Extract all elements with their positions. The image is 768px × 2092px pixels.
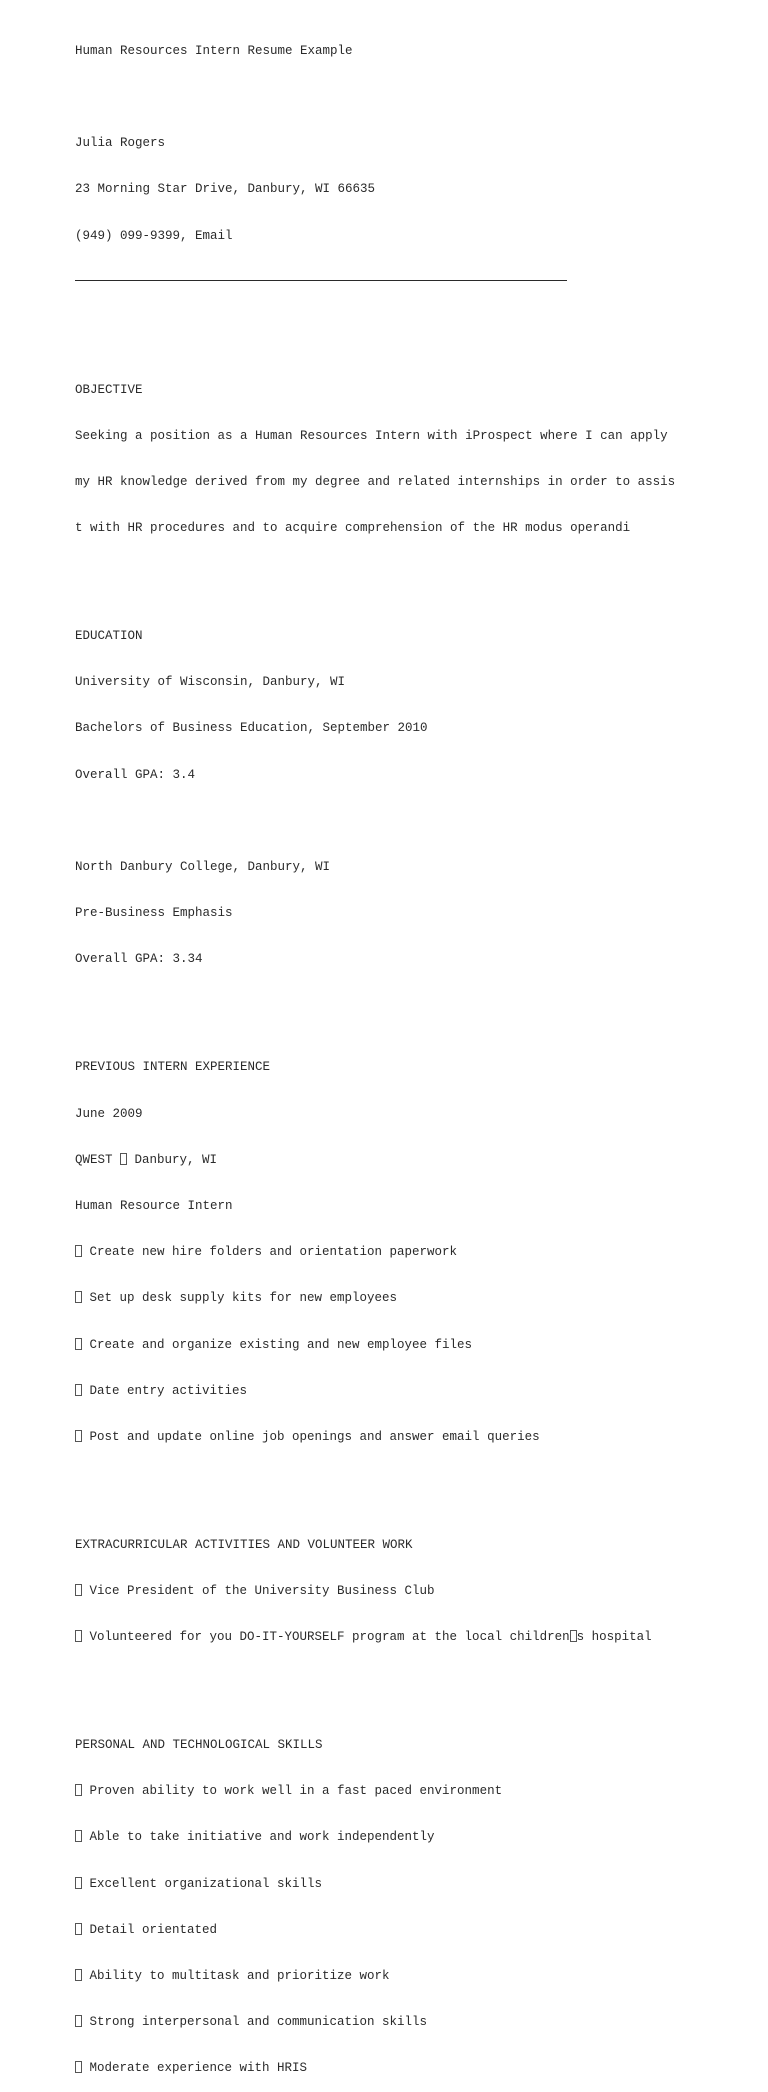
objective-line: Seeking a position as a Human Resources Intern with iProspect where I can apply [75,428,668,443]
missing-glyph-box-icon [120,1153,127,1165]
bullet-box-icon [75,1877,82,1889]
contact-name: Julia Rogers [75,136,166,151]
school-degree: Bachelors of Business Education, September 2010 [75,721,428,736]
contact-address: 23 Morning Star Drive, Danbury, WI 66635 [75,182,376,197]
bullet-box-icon [75,1784,82,1796]
experience-bullet: Post and update online job openings and answer email queries [75,1430,715,1445]
extracurricular-heading: EXTRACURRICULAR ACTIVITIES AND VOLUNTEER WORK [75,1537,413,1552]
extracurricular-item: Vice President of the University Business Club [75,1584,715,1599]
bullet-box-icon [75,1969,82,1981]
bullet-box-icon [75,1923,82,1935]
skills-bullet: Ability to multitask and prioritize work [75,1969,715,1984]
skills-bullet: Excellent organizational skills [75,1877,715,1892]
experience-bullet: Date entry activities [75,1384,715,1399]
skills-bullet: Detail orientated [75,1923,715,1938]
bullet-box-icon [75,1630,82,1642]
school-name: University of Wisconsin, Danbury, WI [75,675,346,690]
skills-heading: PERSONAL AND TECHNOLOGICAL SKILLS [75,1737,323,1752]
extracurricular-item: Volunteered for you DO-IT-YOURSELF program at the local children s hospital [75,1630,715,1645]
document-title: Human Resources Intern Resume Example [75,43,353,58]
skills-bullet: Moderate experience with HRIS [75,2061,715,2076]
bullet-box-icon [75,1384,82,1396]
skills-bullet: Able to take initiative and work independently [75,1830,715,1845]
bullet-box-icon [75,1830,82,1842]
experience-company-line [75,1153,715,1168]
school-name: North Danbury College, Danbury, WI [75,860,331,875]
header-divider [75,280,567,281]
experience-bullet: Create new hire folders and orientation paperwork [75,1245,715,1260]
bullet-box-icon [75,1584,82,1596]
experience-role: Human Resource Intern [75,1198,233,1213]
experience-location: Danbury, WI [134,1152,218,1167]
school-gpa: Overall GPA: 3.4 [75,767,196,782]
experience-bullet: Set up desk supply kits for new employees [75,1291,715,1306]
experience-heading: PREVIOUS INTERN EXPERIENCE [75,1060,271,1075]
missing-glyph-box-icon [570,1630,577,1642]
experience-date: June 2009 [75,1106,143,1121]
bullet-box-icon [75,2061,82,2073]
resume-document [75,13,715,2092]
education-heading: EDUCATION [75,629,143,644]
skills-bullet: Proven ability to work well in a fast paced environment [75,1784,715,1799]
bullet-box-icon [75,1291,82,1303]
bullet-box-icon [75,1245,82,1257]
skills-bullet: Strong interpersonal and communication skills [75,2015,715,2030]
experience-company: QWEST [75,1152,113,1167]
objective-heading: OBJECTIVE [75,382,143,397]
bullet-box-icon [75,1338,82,1350]
school-degree: Pre-Business Emphasis [75,906,233,921]
school-gpa: Overall GPA: 3.34 [75,952,203,967]
bullet-box-icon [75,2015,82,2027]
objective-line: t with HR procedures and to acquire comprehension of the HR modus operandi [75,521,631,536]
experience-bullet: Create and organize existing and new employee files [75,1338,715,1353]
bullet-box-icon [75,1430,82,1442]
contact-phone-email: (949) 099-9399, Email [75,228,233,243]
objective-line: my HR knowledge derived from my degree and related internships in order to assis [75,475,676,490]
